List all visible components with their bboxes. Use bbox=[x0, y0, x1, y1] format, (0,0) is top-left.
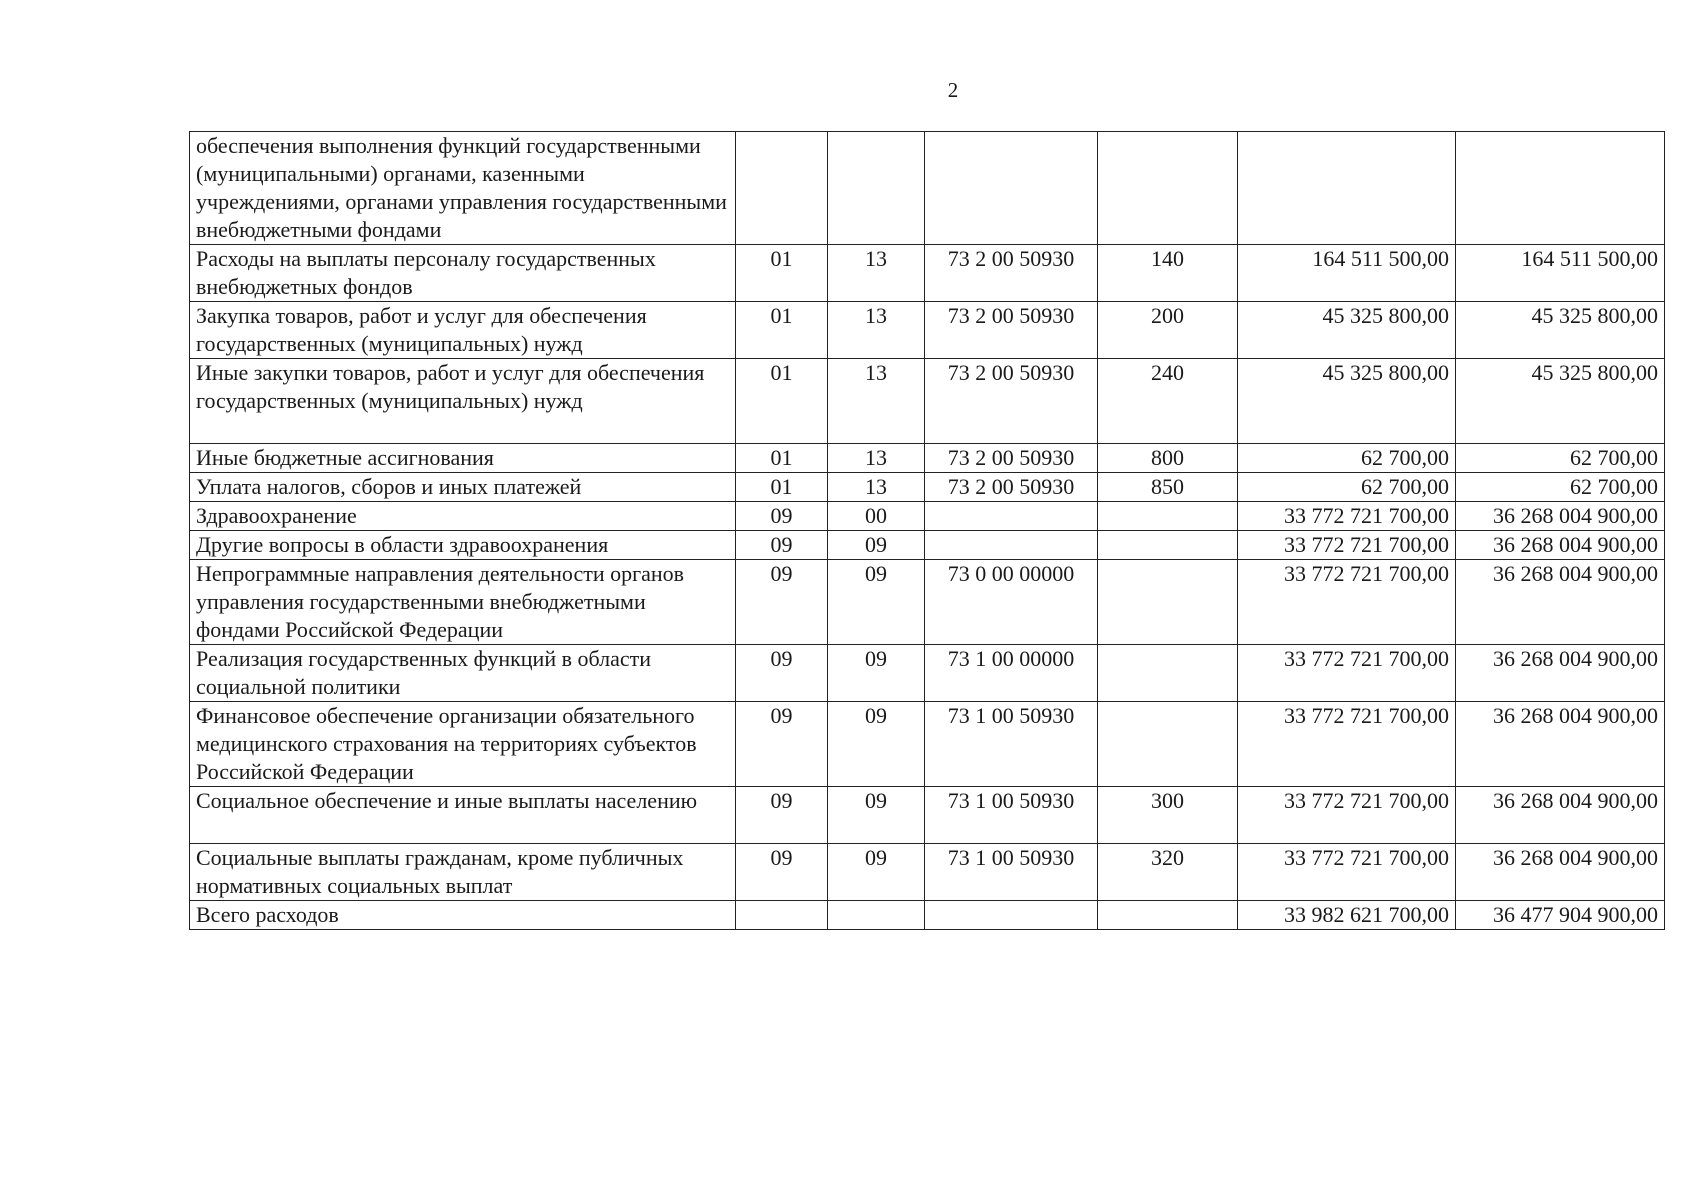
amount-year-1-cell: 33 772 721 700,00 bbox=[1238, 787, 1456, 844]
section-code-cell: 09 bbox=[736, 560, 828, 645]
amount-year-2-cell: 164 511 500,00 bbox=[1456, 245, 1665, 302]
subsection-code-cell: 13 bbox=[828, 245, 925, 302]
section-code-cell: 09 bbox=[736, 702, 828, 787]
expense-type-cell bbox=[1098, 645, 1238, 702]
table-row bbox=[190, 302, 1665, 359]
amount-year-2-cell: 36 268 004 900,00 bbox=[1456, 702, 1665, 787]
target-article-cell: 73 2 00 50930 bbox=[925, 444, 1098, 473]
target-article-cell bbox=[925, 132, 1098, 245]
amount-year-1-cell: 33 982 621 700,00 bbox=[1238, 901, 1456, 930]
target-article-cell bbox=[925, 502, 1098, 531]
amount-year-2-cell bbox=[1456, 132, 1665, 245]
table-row bbox=[190, 502, 1665, 531]
target-article-cell: 73 1 00 50930 bbox=[925, 702, 1098, 787]
expense-name-cell: обеспечения выполнения функций государственными (муниципальными) органами, казенными учреждениями, органами управления государственными внебюджетными фондами bbox=[190, 132, 736, 245]
subsection-code-cell: 09 bbox=[828, 531, 925, 560]
expense-type-cell: 200 bbox=[1098, 302, 1238, 359]
expense-name-cell: Иные закупки товаров, работ и услуг для обеспечения государственных (муниципальных) нужд bbox=[190, 359, 736, 444]
expense-name-cell: Другие вопросы в области здравоохранения bbox=[190, 531, 736, 560]
expense-name-cell: Реализация государственных функций в области социальной политики bbox=[190, 645, 736, 702]
page-number: 2 bbox=[947, 78, 959, 102]
table-row bbox=[190, 531, 1665, 560]
expense-name-cell: Финансовое обеспечение организации обязательного медицинского страхования на территориях субъектов Российской Федерации bbox=[190, 702, 736, 787]
section-code-cell: 09 bbox=[736, 645, 828, 702]
amount-year-1-cell: 33 772 721 700,00 bbox=[1238, 502, 1456, 531]
target-article-cell: 73 2 00 50930 bbox=[925, 302, 1098, 359]
amount-year-1-cell: 33 772 721 700,00 bbox=[1238, 702, 1456, 787]
amount-year-1-cell: 33 772 721 700,00 bbox=[1238, 531, 1456, 560]
table-row bbox=[190, 787, 1665, 844]
subsection-code-cell: 13 bbox=[828, 444, 925, 473]
expense-name-cell: Закупка товаров, работ и услуг для обеспечения государственных (муниципальных) нужд bbox=[190, 302, 736, 359]
section-code-cell bbox=[736, 132, 828, 245]
expense-name-cell: Иные бюджетные ассигнования bbox=[190, 444, 736, 473]
amount-year-2-cell: 45 325 800,00 bbox=[1456, 359, 1665, 444]
expense-name-cell: Уплата налогов, сборов и иных платежей bbox=[190, 473, 736, 502]
amount-year-2-cell: 62 700,00 bbox=[1456, 444, 1665, 473]
expense-type-cell: 300 bbox=[1098, 787, 1238, 844]
subsection-code-cell: 09 bbox=[828, 844, 925, 901]
amount-year-2-cell: 36 268 004 900,00 bbox=[1456, 531, 1665, 560]
table-body bbox=[190, 132, 1665, 930]
amount-year-1-cell: 33 772 721 700,00 bbox=[1238, 844, 1456, 901]
target-article-cell: 73 2 00 50930 bbox=[925, 245, 1098, 302]
target-article-cell: 73 1 00 00000 bbox=[925, 645, 1098, 702]
table-row bbox=[190, 473, 1665, 502]
expense-type-cell bbox=[1098, 702, 1238, 787]
subsection-code-cell: 13 bbox=[828, 359, 925, 444]
expense-type-cell: 240 bbox=[1098, 359, 1238, 444]
subsection-code-cell: 13 bbox=[828, 473, 925, 502]
amount-year-1-cell: 164 511 500,00 bbox=[1238, 245, 1456, 302]
subsection-code-cell: 09 bbox=[828, 702, 925, 787]
table-row bbox=[190, 844, 1665, 901]
section-code-cell: 09 bbox=[736, 502, 828, 531]
amount-year-2-cell: 36 268 004 900,00 bbox=[1456, 560, 1665, 645]
amount-year-1-cell: 33 772 721 700,00 bbox=[1238, 560, 1456, 645]
section-code-cell: 01 bbox=[736, 245, 828, 302]
expense-type-cell: 320 bbox=[1098, 844, 1238, 901]
amount-year-2-cell: 36 477 904 900,00 bbox=[1456, 901, 1665, 930]
subsection-code-cell bbox=[828, 132, 925, 245]
expense-type-cell bbox=[1098, 560, 1238, 645]
expense-type-cell: 850 bbox=[1098, 473, 1238, 502]
subsection-code-cell: 09 bbox=[828, 787, 925, 844]
subsection-code-cell: 00 bbox=[828, 502, 925, 531]
amount-year-1-cell: 45 325 800,00 bbox=[1238, 359, 1456, 444]
target-article-cell: 73 1 00 50930 bbox=[925, 844, 1098, 901]
target-article-cell: 73 1 00 50930 bbox=[925, 787, 1098, 844]
section-code-cell: 09 bbox=[736, 844, 828, 901]
target-article-cell: 73 2 00 50930 bbox=[925, 359, 1098, 444]
expense-type-cell bbox=[1098, 531, 1238, 560]
amount-year-2-cell: 36 268 004 900,00 bbox=[1456, 645, 1665, 702]
section-code-cell: 01 bbox=[736, 359, 828, 444]
expense-type-cell bbox=[1098, 901, 1238, 930]
amount-year-1-cell: 45 325 800,00 bbox=[1238, 302, 1456, 359]
table-row bbox=[190, 132, 1665, 245]
section-code-cell: 09 bbox=[736, 531, 828, 560]
expense-type-cell: 140 bbox=[1098, 245, 1238, 302]
target-article-cell bbox=[925, 531, 1098, 560]
amount-year-2-cell: 45 325 800,00 bbox=[1456, 302, 1665, 359]
expense-type-cell bbox=[1098, 502, 1238, 531]
expense-name-cell: Непрограммные направления деятельности органов управления государственными внебюджетными фондами Российской Федерации bbox=[190, 560, 736, 645]
table-row bbox=[190, 444, 1665, 473]
amount-year-2-cell: 62 700,00 bbox=[1456, 473, 1665, 502]
expense-type-cell bbox=[1098, 132, 1238, 245]
amount-year-2-cell: 36 268 004 900,00 bbox=[1456, 502, 1665, 531]
budget-expenses-table bbox=[189, 131, 1665, 930]
table-row bbox=[190, 359, 1665, 444]
amount-year-2-cell: 36 268 004 900,00 bbox=[1456, 787, 1665, 844]
amount-year-1-cell: 33 772 721 700,00 bbox=[1238, 645, 1456, 702]
subsection-code-cell: 13 bbox=[828, 302, 925, 359]
subsection-code-cell: 09 bbox=[828, 560, 925, 645]
section-code-cell: 01 bbox=[736, 473, 828, 502]
section-code-cell bbox=[736, 901, 828, 930]
expense-name-cell: Здравоохранение bbox=[190, 502, 736, 531]
section-code-cell: 01 bbox=[736, 302, 828, 359]
table-row bbox=[190, 702, 1665, 787]
table-row bbox=[190, 560, 1665, 645]
table-row bbox=[190, 245, 1665, 302]
expense-name-cell: Социальные выплаты гражданам, кроме публичных нормативных социальных выплат bbox=[190, 844, 736, 901]
amount-year-1-cell: 62 700,00 bbox=[1238, 473, 1456, 502]
table-row bbox=[190, 901, 1665, 930]
section-code-cell: 01 bbox=[736, 444, 828, 473]
subsection-code-cell bbox=[828, 901, 925, 930]
expense-name-cell: Социальное обеспечение и иные выплаты населению bbox=[190, 787, 736, 844]
target-article-cell: 73 0 00 00000 bbox=[925, 560, 1098, 645]
amount-year-2-cell: 36 268 004 900,00 bbox=[1456, 844, 1665, 901]
expense-type-cell: 800 bbox=[1098, 444, 1238, 473]
expense-name-cell: Расходы на выплаты персоналу государственных внебюджетных фондов bbox=[190, 245, 736, 302]
expense-name-cell: Всего расходов bbox=[190, 901, 736, 930]
target-article-cell bbox=[925, 901, 1098, 930]
amount-year-1-cell bbox=[1238, 132, 1456, 245]
section-code-cell: 09 bbox=[736, 787, 828, 844]
target-article-cell: 73 2 00 50930 bbox=[925, 473, 1098, 502]
table-row bbox=[190, 645, 1665, 702]
amount-year-1-cell: 62 700,00 bbox=[1238, 444, 1456, 473]
subsection-code-cell: 09 bbox=[828, 645, 925, 702]
